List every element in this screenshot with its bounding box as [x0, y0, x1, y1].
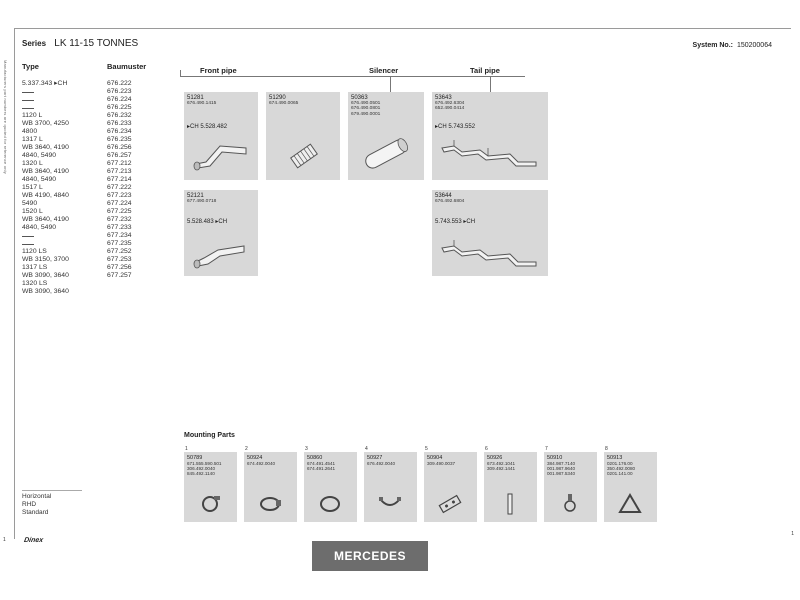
part-id: 51290: [269, 95, 286, 101]
type-row: WB 4190, 4840: [22, 192, 69, 199]
baumuster-row: 677.253: [107, 256, 132, 263]
tail-pipe-heading: Tail pipe: [470, 66, 500, 75]
baumuster-row: 677.233: [107, 224, 132, 231]
baumuster-row: 677.257: [107, 272, 132, 279]
part-panel-53644[interactable]: [432, 190, 548, 276]
mounting-number: 673.492.1041: [487, 461, 516, 466]
type-row: WB 3090, 3640: [22, 272, 69, 279]
baumuster-row: 677.232: [107, 216, 132, 223]
type-row: 1320 LS: [22, 280, 48, 287]
tail-pipe-icon: [440, 234, 540, 274]
vehicle-config-icon: [22, 232, 34, 237]
bolt-icon: [496, 492, 524, 518]
system-number: [693, 42, 772, 49]
mounting-part-50789[interactable]: [184, 446, 237, 522]
baumuster-list: [107, 80, 157, 280]
type-row: 5.337.343 ▸CH: [22, 80, 68, 87]
mounting-parts-title: Mounting Parts: [184, 432, 235, 439]
part-number: 676.492.6304: [435, 101, 465, 106]
type-row: WB 3640, 4190: [22, 168, 69, 175]
baumuster-row: 677.256: [107, 264, 132, 271]
baumuster-row: 676.234: [107, 128, 132, 135]
mounting-index: 6: [485, 446, 488, 452]
type-row: 5490: [22, 200, 38, 207]
mounting-id: 50913: [607, 455, 623, 461]
front-pipe-heading: Front pipe: [200, 66, 237, 75]
type-row: 1317 L: [22, 136, 43, 143]
mounting-index: 1: [185, 446, 188, 452]
dinex-logo: Dinex: [23, 537, 44, 544]
mounting-index: 8: [605, 446, 608, 452]
type-row: WB 3150, 3700: [22, 256, 69, 263]
connector-tick-left: [180, 70, 181, 76]
part-note: ▸CH 5.528.482: [187, 124, 228, 130]
mounting-part-50913[interactable]: [604, 446, 657, 522]
type-row: 1520 L: [22, 208, 43, 215]
part-panel-51281[interactable]: [184, 92, 258, 180]
mounting-number: 674.491.4541: [307, 461, 336, 466]
page-number-left: 1: [3, 537, 6, 543]
clamp-icon: [196, 492, 224, 518]
part-number: 676.490.1415: [187, 101, 217, 106]
part-numbers: [351, 101, 380, 117]
part-number: 676.492.6804: [435, 199, 465, 204]
type-row: 4800: [22, 128, 38, 135]
system-value: 150200064: [736, 42, 772, 49]
part-number: 652.490.0414: [435, 106, 465, 112]
triangle-gasket-icon: [616, 492, 644, 518]
part-numbers: [187, 101, 216, 106]
type-row: 1317 LS: [22, 264, 48, 271]
mounting-id: 50924: [247, 455, 263, 461]
vehicle-config-icon: [22, 240, 34, 245]
vehicle-config-icon: [22, 96, 34, 101]
mounting-number: 309.490.0037: [427, 461, 456, 466]
baumuster-row: 677.212: [107, 160, 132, 167]
flex-pipe-icon: [284, 136, 324, 176]
mounting-number: 350.492.0080: [607, 466, 636, 472]
nut-icon: [556, 492, 584, 518]
series-title: LK 11-15 TONNES: [54, 38, 139, 49]
connector-tick-mid: [390, 76, 391, 92]
type-row: [22, 96, 107, 104]
type-row: WB 3700, 4250: [22, 120, 69, 127]
series-label: Series: [22, 39, 47, 48]
type-row: 1120 L: [22, 112, 43, 119]
mounting-index: 5: [425, 446, 428, 452]
part-numbers: [269, 101, 298, 106]
tail-pipe-icon: [440, 136, 540, 176]
front-pipe-icon: [192, 236, 252, 272]
baumuster-row: 676.225: [107, 104, 132, 111]
mounting-index: 4: [365, 446, 368, 452]
baumuster-row: 676.235: [107, 136, 132, 143]
legend-horizontal: Horizontal: [22, 493, 52, 500]
part-id: 53644: [435, 193, 452, 199]
mounting-id: 50926: [487, 455, 503, 461]
baumuster-row: 676.223: [107, 88, 132, 95]
mounting-number: 001.987.5340: [547, 471, 576, 477]
baumuster-row: 676.233: [107, 120, 132, 127]
baumuster-row: 677.213: [107, 168, 132, 175]
legend: [22, 490, 82, 517]
mounting-number: 674.491.2641: [307, 466, 336, 472]
part-number: 674.490.0065: [269, 101, 299, 106]
mounting-numbers: [307, 461, 335, 471]
u-clamp-icon: [256, 492, 284, 518]
type-row: WB 3090, 3640: [22, 288, 69, 295]
type-row: [22, 104, 107, 112]
mounting-number: 671.555.590.501: [187, 461, 222, 466]
baumuster-row: 677.223: [107, 192, 132, 199]
baumuster-row: 677.222: [107, 184, 132, 191]
part-id: 51281: [187, 95, 204, 101]
type-row: WB 3640, 4190: [22, 216, 69, 223]
mounting-number: 676.492.0040: [367, 461, 396, 466]
mounting-numbers: [187, 461, 222, 477]
mounting-id: 50927: [367, 455, 383, 461]
connector-tick-right: [490, 76, 491, 92]
baumuster-row: 677.234: [107, 232, 132, 239]
part-id: 50363: [351, 95, 368, 101]
type-row: WB 3640, 4190: [22, 144, 69, 151]
mounting-numbers: [607, 461, 635, 477]
brand-bar: MERCEDES: [312, 541, 428, 571]
type-row: [22, 232, 107, 240]
type-row: 4840, 5490: [22, 152, 57, 159]
bracket-icon: [376, 492, 404, 518]
mounting-part-50904[interactable]: [424, 446, 477, 522]
baumuster-row: 677.225: [107, 208, 132, 215]
part-numbers: [435, 199, 464, 204]
baumuster-row: 676.222: [107, 80, 132, 87]
mounting-number: 674.492.0040: [247, 461, 276, 466]
series-header: [22, 38, 138, 49]
baumuster-row: 676.232: [107, 112, 132, 119]
part-numbers: [435, 101, 464, 112]
mounting-part-50910[interactable]: [544, 446, 597, 522]
type-row: 4840, 5490: [22, 176, 57, 183]
part-panel-52121[interactable]: [184, 190, 258, 276]
mounting-number: 306.492.0040: [187, 466, 216, 472]
mounting-part-50860[interactable]: [304, 446, 357, 522]
mounting-id: 50789: [187, 455, 203, 461]
mounting-number: 0201.141.00: [607, 471, 633, 477]
mounting-id: 50860: [307, 455, 323, 461]
silencer-heading: Silencer: [369, 66, 399, 75]
part-numbers: [187, 199, 216, 204]
side-disclaimer: [0, 60, 10, 230]
baumuster-row: 676.224: [107, 96, 132, 103]
part-panel-50363[interactable]: [348, 92, 424, 180]
part-number: 676.490.0801: [351, 106, 381, 112]
mounting-id: 50904: [427, 455, 443, 461]
baumuster-column-header: Baumuster: [107, 62, 147, 71]
front-pipe-icon: [192, 134, 252, 174]
part-number: 676.490.0501: [351, 101, 381, 106]
type-row: 1320 L: [22, 160, 43, 167]
mounting-part-50926[interactable]: [484, 446, 537, 522]
type-row: [22, 240, 107, 248]
part-panel-53643[interactable]: [432, 92, 548, 180]
page-number-right: 1: [791, 531, 794, 537]
legend-rhd: RHD: [22, 501, 37, 508]
baumuster-row: 677.235: [107, 240, 132, 247]
mounting-index: 3: [305, 446, 308, 452]
type-list: [22, 80, 107, 296]
mounting-number: 845.492.1140: [187, 471, 215, 477]
mounting-number: 309.492.1441: [487, 466, 516, 472]
type-row: 4840, 5490: [22, 224, 57, 231]
mounting-part-50927[interactable]: [364, 446, 417, 522]
mounting-numbers: [247, 461, 275, 466]
hanger-plate-icon: [436, 492, 464, 518]
part-number: 677.490.0718: [187, 199, 217, 204]
part-note: ▸CH 5.743.552: [435, 124, 476, 130]
part-note: 5.743.553 ▸CH: [435, 219, 476, 225]
baumuster-row: 677.224: [107, 200, 132, 207]
part-id: 52121: [187, 193, 204, 199]
mounting-numbers: [367, 461, 395, 466]
part-id: 53643: [435, 95, 452, 101]
baumuster-row: 677.214: [107, 176, 132, 183]
baumuster-row: 676.257: [107, 152, 132, 159]
gasket-ring-icon: [316, 492, 344, 518]
part-note: 5.528.483 ▸CH: [187, 219, 228, 225]
mounting-id: 50910: [547, 455, 563, 461]
section-connector: [180, 76, 525, 77]
type-row: 1517 L: [22, 184, 43, 191]
part-number: 679.490.0001: [351, 111, 381, 117]
mounting-numbers: [427, 461, 455, 466]
baumuster-row: 676.256: [107, 144, 132, 151]
vehicle-config-icon: [22, 104, 34, 109]
type-column-header: Type: [22, 62, 39, 71]
mounting-part-50924[interactable]: [244, 446, 297, 522]
type-row: 1120 LS: [22, 248, 47, 255]
mounting-numbers: [487, 461, 515, 471]
baumuster-row: 677.252: [107, 248, 132, 255]
side-disclaimer-text: Manufacturers part numbers are quoted for reference only: [3, 60, 8, 174]
mounting-number: 384.987.7140: [547, 461, 576, 466]
type-row: [22, 88, 107, 96]
mounting-index: 2: [245, 446, 248, 452]
mounting-number: 0201.176.00: [607, 461, 633, 466]
vehicle-config-icon: [22, 88, 34, 93]
system-label: System No.:: [692, 42, 733, 49]
mounting-number: 001.987.9640: [547, 466, 576, 472]
mounting-numbers: [547, 461, 575, 477]
part-panel-51290[interactable]: [266, 92, 340, 180]
mounting-index: 7: [545, 446, 548, 452]
legend-standard: Standard: [22, 509, 49, 516]
silencer-icon: [358, 134, 414, 174]
